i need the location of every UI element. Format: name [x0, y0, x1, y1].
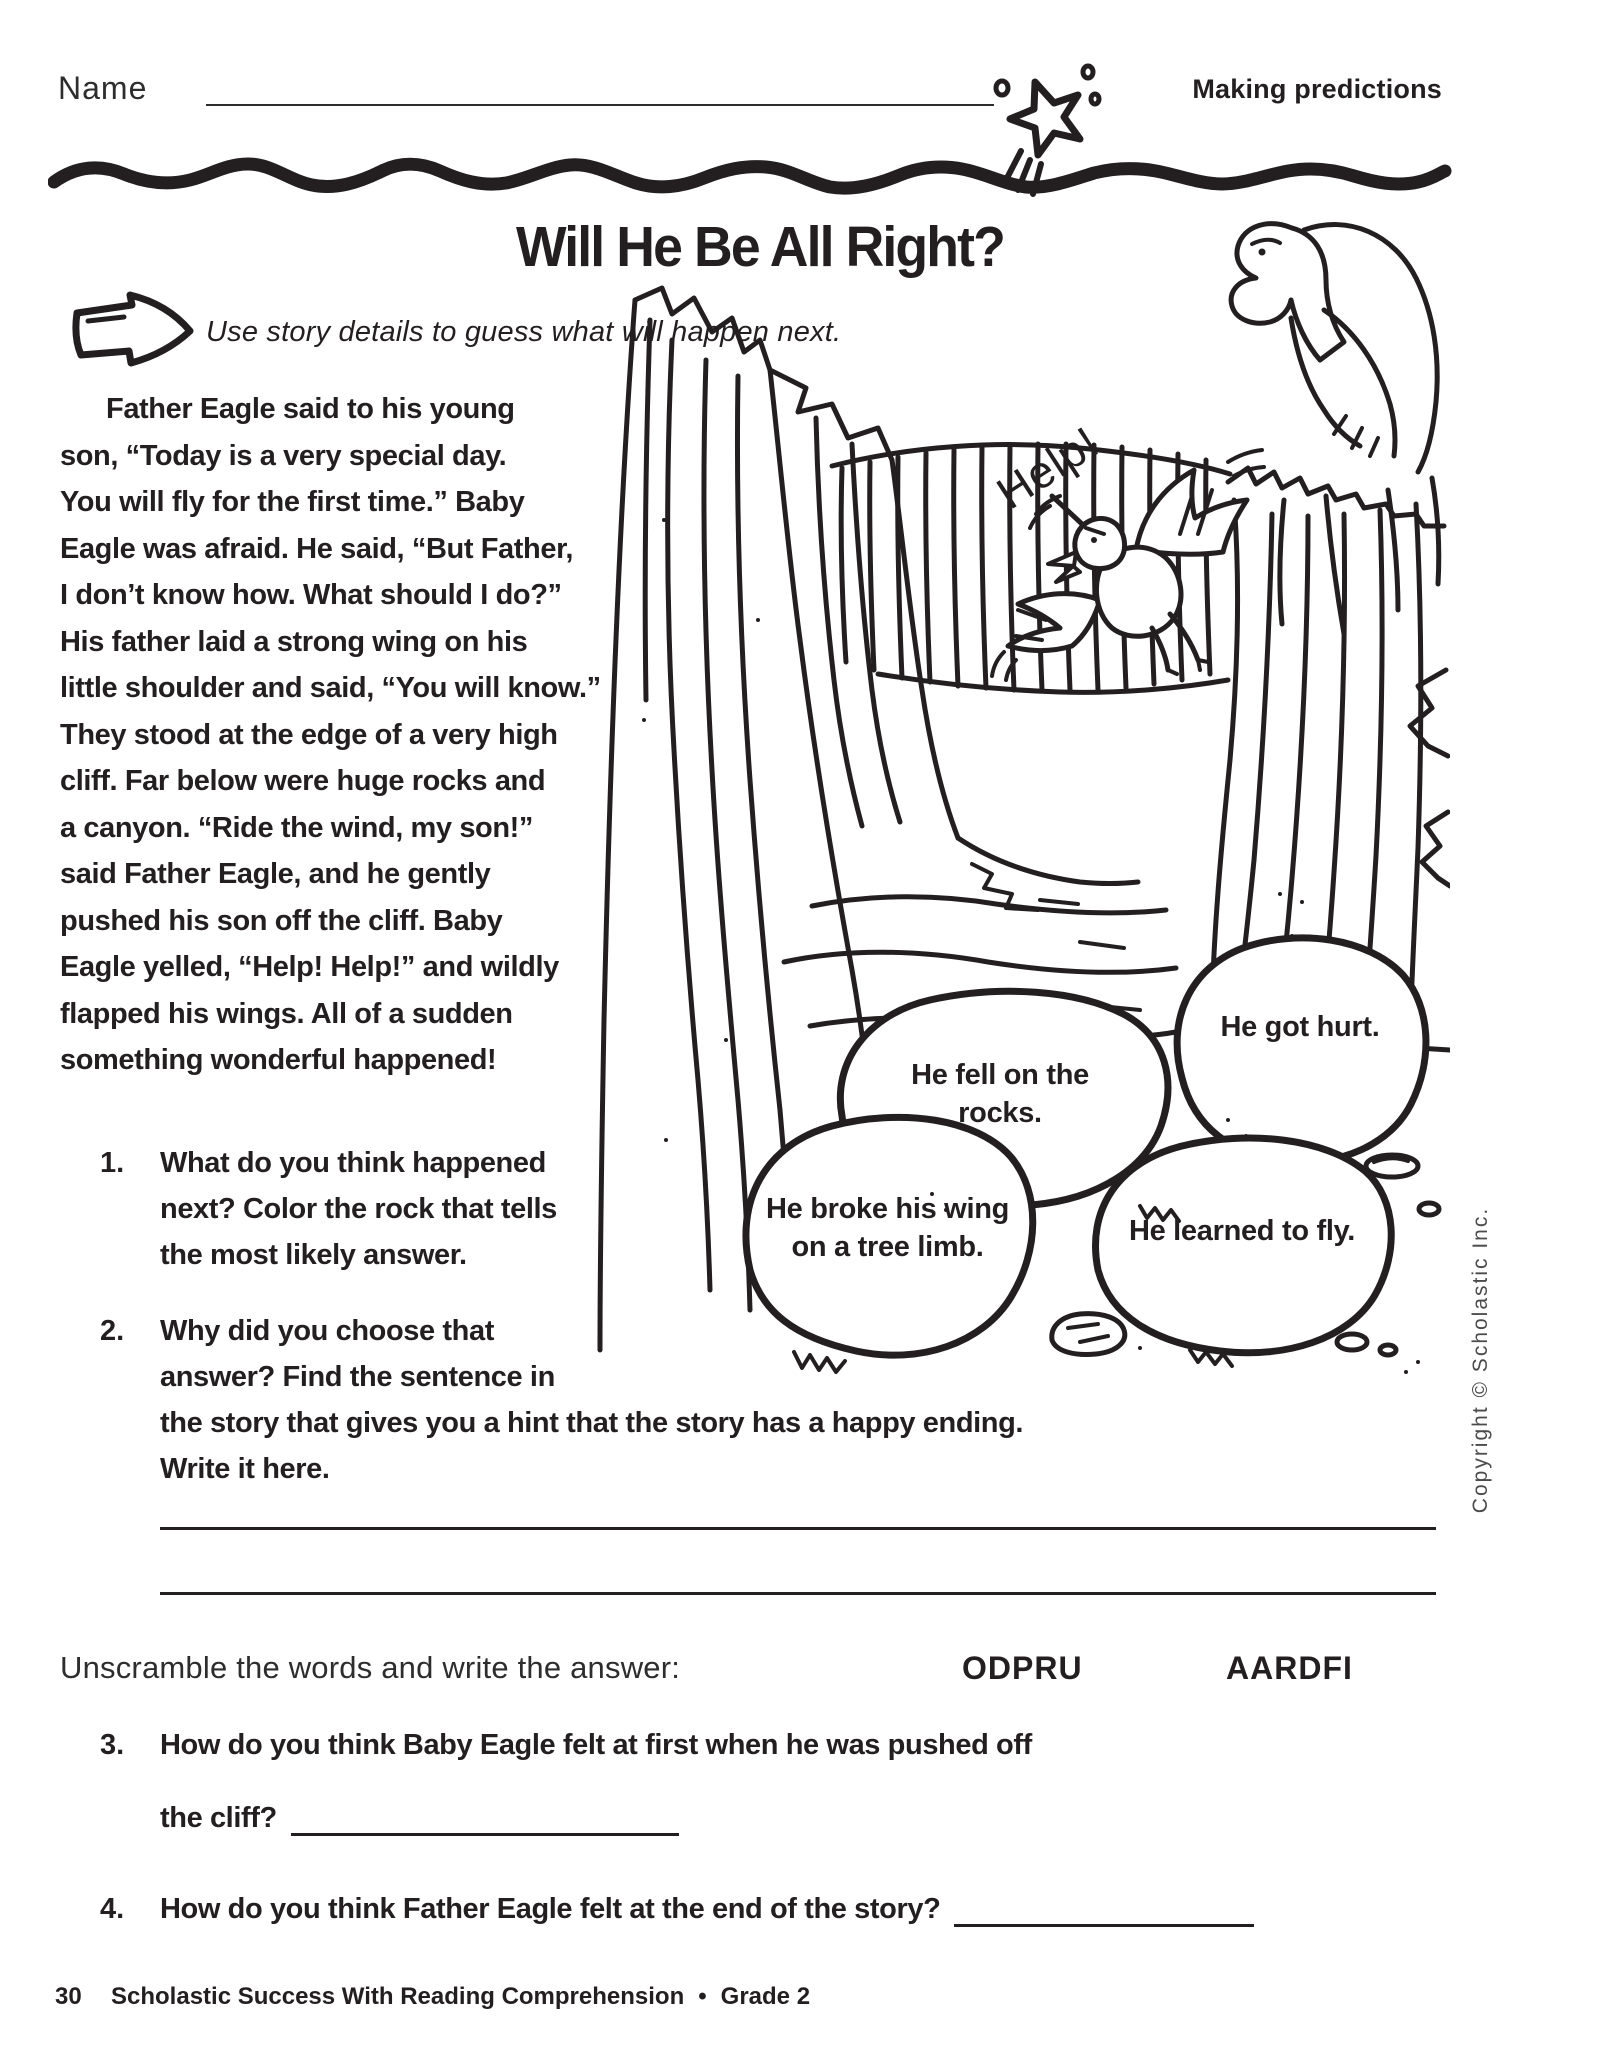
question-1	[100, 1140, 557, 1278]
story-line: flapped his wings. All of a sudden	[60, 997, 513, 1030]
question-3-answer-blank[interactable]	[291, 1833, 679, 1836]
story-line: pushed his son off the cliff. Baby	[60, 904, 503, 937]
story-line: Eagle yelled, “Help! Help!” and wildly	[60, 951, 559, 983]
question-3	[100, 1722, 1032, 1768]
rock-shape-hurt[interactable]	[1177, 938, 1426, 1162]
question-3-text: the cliff?	[160, 1802, 277, 1834]
grade-label: Grade 2	[720, 1983, 811, 2010]
instruction-text: Use story details to guess what will happen next.	[206, 316, 842, 348]
footer-separator: •	[698, 1983, 707, 2010]
question-4-number: 4.	[100, 1893, 125, 1925]
story-line: Father Eagle said to his young	[106, 393, 515, 425]
copyright-notice: Copyright © Scholastic Inc.	[1469, 1206, 1492, 1514]
arrow-icon	[70, 290, 202, 372]
rock-option-broke[interactable]: He broke his wing on a tree limb.	[765, 1193, 1010, 1263]
answer-line-2[interactable]	[160, 1592, 1436, 1595]
story-line: I don’t know how. What should I do?”	[60, 579, 562, 611]
question-3-continued	[160, 1802, 679, 1836]
question-2-text: Why did you choose that	[160, 1315, 494, 1347]
story-line: something wonderful happened!	[60, 1044, 497, 1076]
question-1-number: 1.	[100, 1147, 125, 1179]
question-1-text: What do you think happened	[160, 1147, 546, 1179]
name-input-line[interactable]	[206, 64, 994, 106]
shooting-star-icon	[988, 58, 1106, 198]
story-line: Eagle was afraid. He said, “But Father,	[60, 532, 574, 565]
scrambled-word-1: ODPRU	[962, 1650, 1083, 1686]
question-4-text: How do you think Father Eagle felt at the end of the story?	[160, 1893, 941, 1925]
unscramble-label: Unscramble the words and write the answer:	[60, 1650, 681, 1685]
story-paragraph	[60, 386, 601, 1084]
story-line: His father laid a strong wing on his	[60, 625, 528, 658]
canyon-illustration	[580, 200, 1450, 1375]
question-2-text: Write it here.	[160, 1453, 330, 1485]
question-2	[100, 1308, 1023, 1492]
question-1-text: next? Color the rock that tells	[160, 1193, 557, 1225]
question-1-text: the most likely answer.	[160, 1239, 467, 1271]
question-2-text: answer? Find the sentence in	[160, 1361, 555, 1393]
question-4	[100, 1886, 1254, 1932]
rock-option-fell[interactable]: He fell on the rocks.	[911, 1059, 1089, 1129]
rock-option-learned[interactable]: He learned to fly.	[1128, 1215, 1356, 1247]
story-line: son, “Today is a very special day.	[60, 439, 507, 472]
father-eagle	[1228, 224, 1444, 634]
page-title: Will He Be All Right?	[516, 215, 1004, 279]
question-4-answer-blank[interactable]	[954, 1924, 1254, 1927]
scrambled-word-2: AARDFI	[1226, 1650, 1353, 1686]
answer-line-1[interactable]	[160, 1527, 1436, 1530]
page-number: 30	[55, 1983, 82, 2010]
rock-option-hurt[interactable]: He got hurt.	[1220, 1011, 1380, 1043]
wavy-divider	[48, 152, 1452, 204]
topic-label: Making predictions	[1192, 74, 1442, 104]
story-line: a canyon. “Ride the wind, my son!”	[60, 811, 534, 844]
page-footer	[55, 1983, 810, 2011]
story-line: They stood at the edge of a very high	[60, 718, 558, 751]
question-2-number: 2.	[100, 1315, 125, 1347]
help-speech-text: Help!	[987, 416, 1108, 519]
story-line: said Father Eagle, and he gently	[60, 858, 491, 890]
question-2-text: the story that gives you a hint that the story has a happy ending.	[160, 1407, 1024, 1439]
question-3-number: 3.	[100, 1729, 125, 1761]
name-label: Name	[58, 70, 148, 106]
story-line: cliff. Far below were huge rocks and	[60, 765, 546, 797]
story-line: You will fly for the first time.” Baby	[60, 486, 525, 518]
question-3-text: How do you think Baby Eagle felt at first when he was pushed off	[160, 1729, 1032, 1761]
book-title: Scholastic Success With Reading Comprehension	[111, 1983, 685, 2010]
story-line: little shoulder and said, “You will know.”	[60, 672, 601, 704]
